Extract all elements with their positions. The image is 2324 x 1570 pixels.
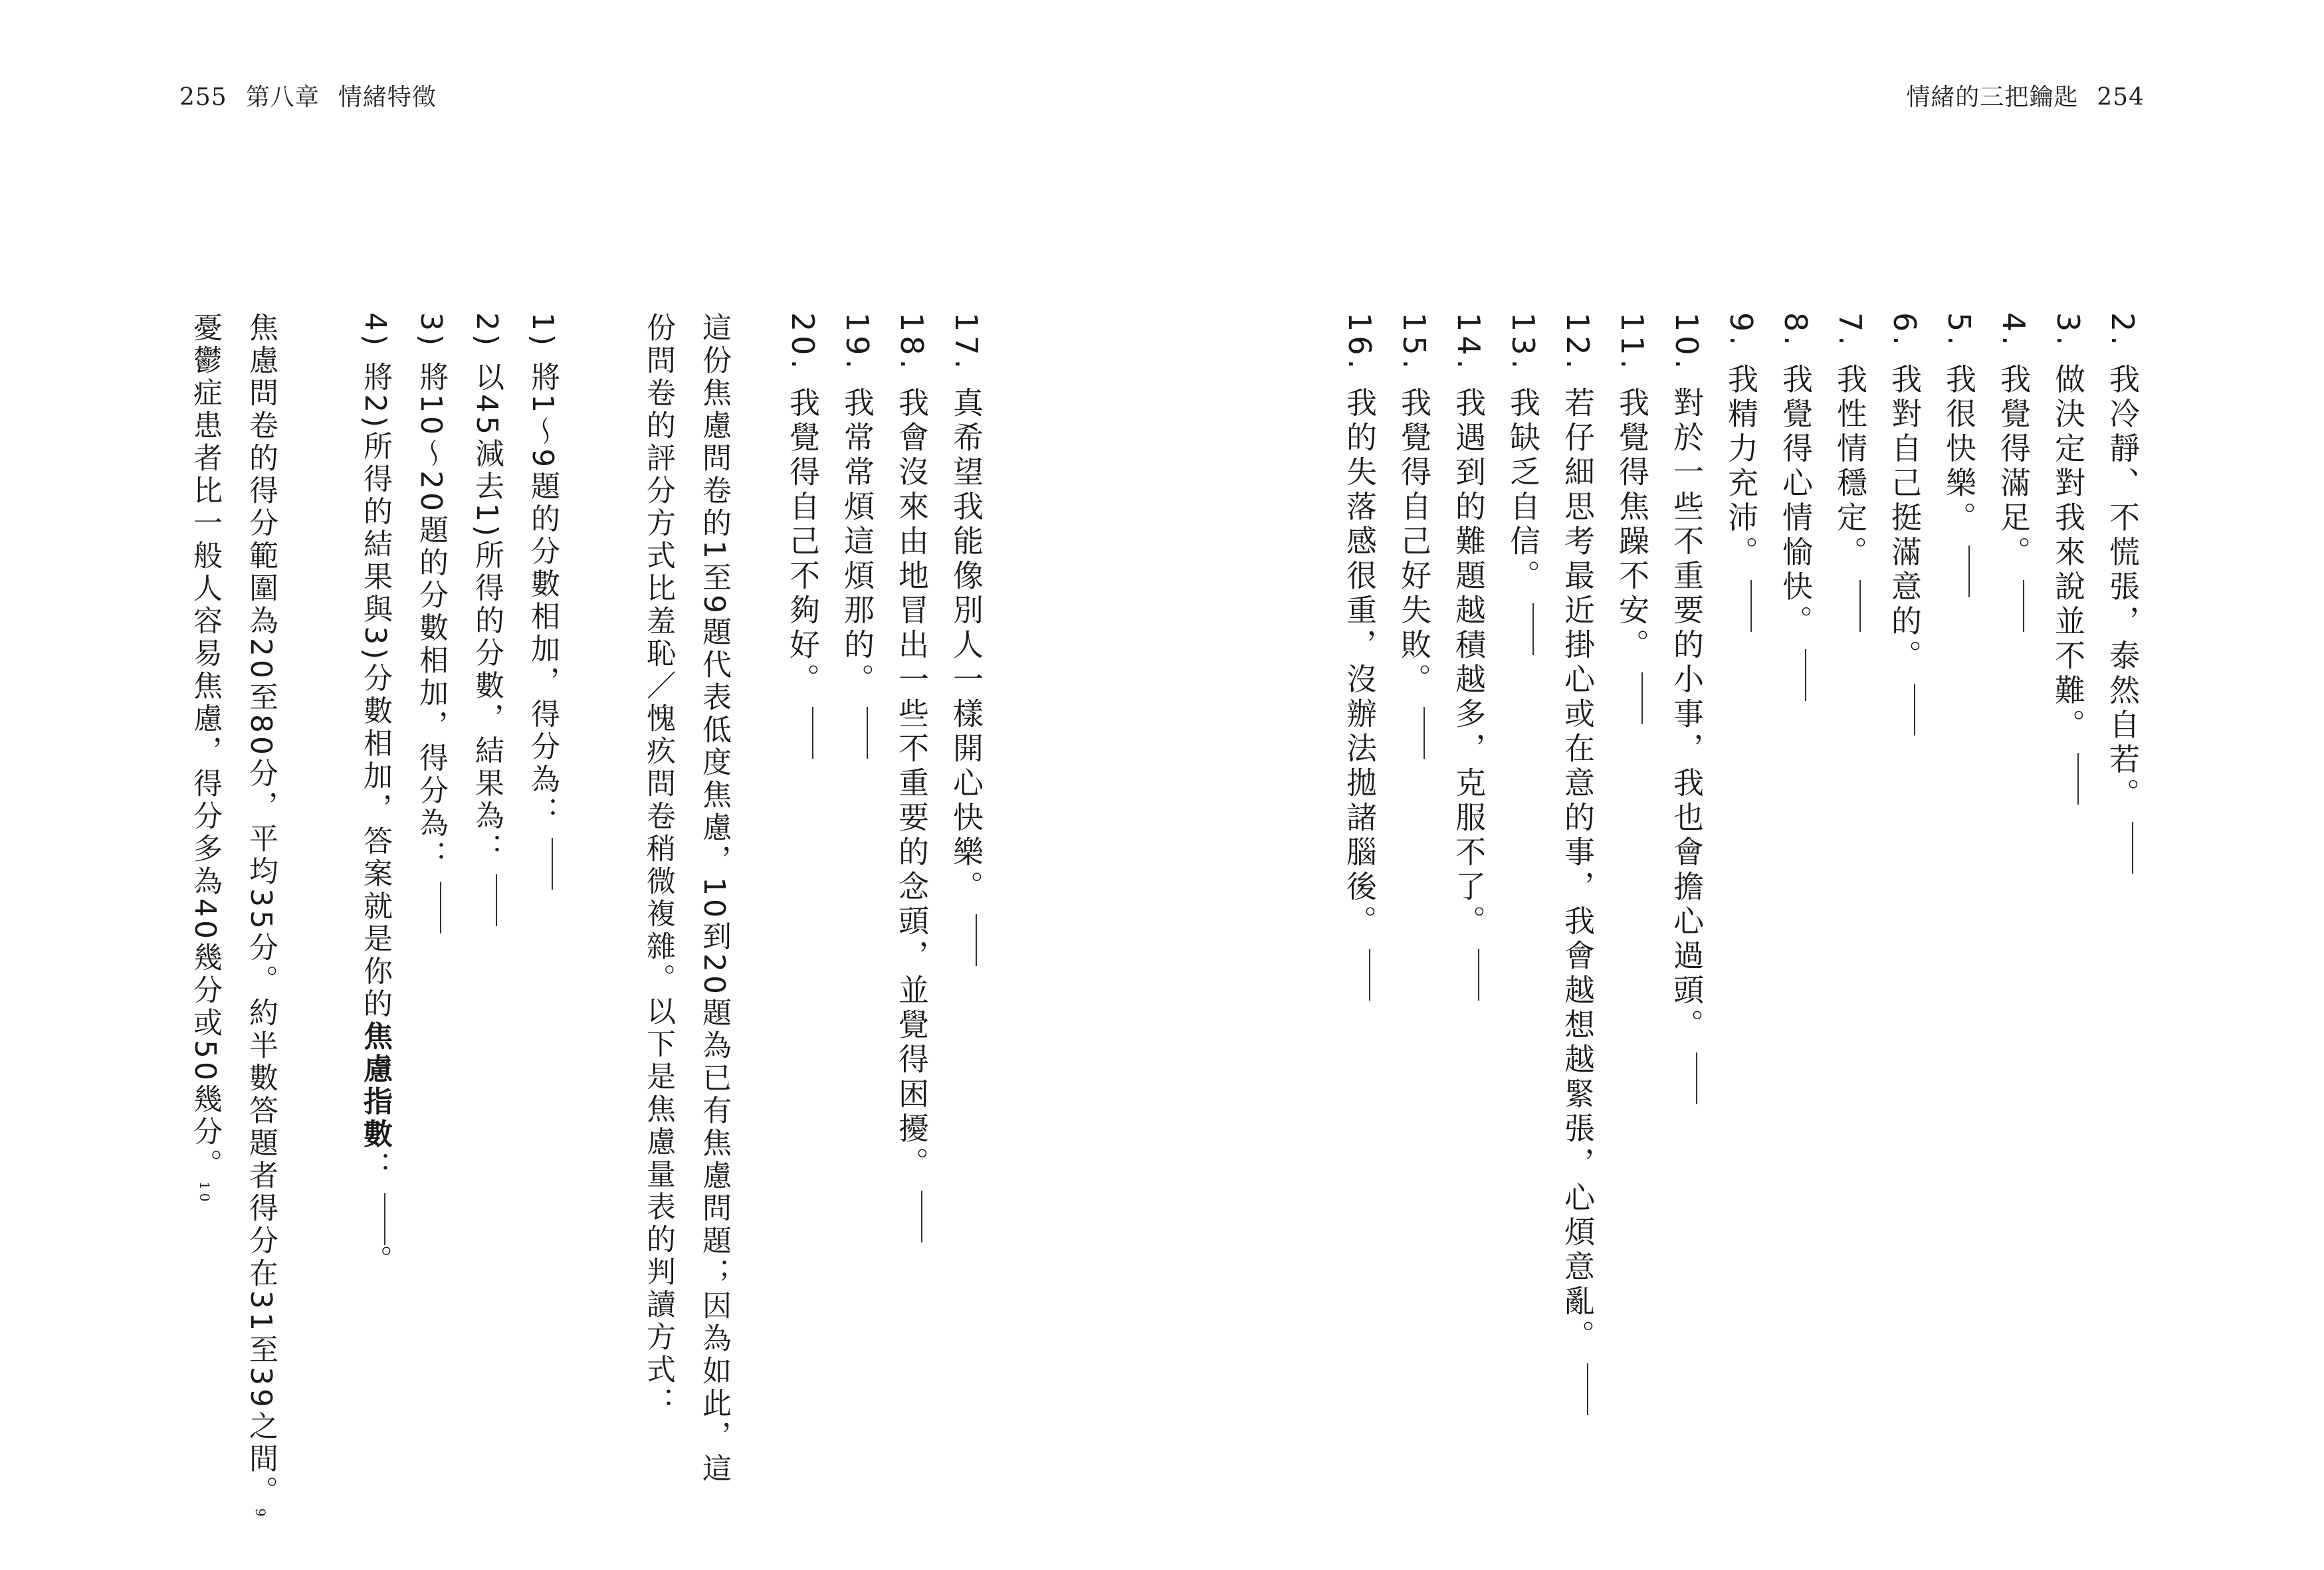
question-text: 我很快樂。 — [1941, 363, 1977, 536]
step-number: 3) — [414, 312, 448, 349]
question-item — [775, 312, 831, 759]
question-item — [1332, 312, 1388, 1001]
question-item — [2095, 312, 2151, 874]
question-text: 對於一些不重要的小事，我也會擔心過頭。 — [1669, 386, 1705, 1043]
scoring-intro-line-1: 這份焦慮問卷的1至9題代表低度焦慮，10到20題為已有焦慮問題；因為如此，這 — [697, 312, 731, 1486]
question-text: 我精力充沛。 — [1723, 363, 1759, 571]
running-header-left — [179, 78, 455, 112]
chapter-label: 第八章 — [245, 84, 320, 111]
running-header-right — [1887, 78, 2145, 112]
answer-blank — [2129, 822, 2133, 874]
question-item — [1713, 312, 1769, 632]
question-text: 我覺得焦躁不安。 — [1614, 386, 1650, 663]
question-number: 4. — [1996, 312, 2032, 349]
question-item — [1659, 312, 1715, 1104]
step-4 — [347, 312, 403, 1278]
question-item — [2040, 312, 2096, 805]
answer-blank — [548, 838, 553, 890]
question-item — [1877, 312, 1933, 736]
question-number: 10. — [1669, 312, 1705, 373]
question-item — [829, 312, 885, 759]
answer-blank — [1856, 580, 1861, 632]
answer-blank — [492, 874, 497, 926]
question-text: 我常常煩這煩那的。 — [839, 386, 875, 698]
answer-blank — [1802, 649, 1806, 701]
question-number: 14. — [1451, 312, 1487, 373]
period: 。 — [358, 1244, 392, 1278]
step-text: 將1～9題的分數相加，得分為： — [526, 361, 560, 829]
question-item — [1931, 312, 1987, 597]
book-title: 情緒的三把鑰匙 — [1906, 84, 2079, 111]
question-number: 16. — [1342, 312, 1378, 373]
answer-blank — [1420, 707, 1425, 759]
answer-blank — [1965, 545, 1970, 597]
question-text: 若仔細思考最近掛心或在意的事，我會越想越緊張，心煩意亂。 — [1560, 386, 1596, 1354]
conclusion-text: 焦慮問卷的得分範圍為20至80分，平均35分。約半數答題者得分在31至39之間。 — [244, 312, 278, 1508]
question-item — [1986, 312, 2042, 632]
question-number: 17. — [948, 312, 984, 373]
question-number: 3. — [2050, 312, 2086, 349]
question-item — [1768, 312, 1824, 701]
answer-blank — [1638, 672, 1643, 724]
question-text: 我覺得滿足。 — [1996, 363, 2032, 571]
question-number: 20. — [785, 312, 821, 373]
answer-blank — [1475, 949, 1479, 1001]
step-number: 1) — [526, 312, 560, 349]
question-number: 12. — [1560, 312, 1596, 373]
conclusion-line-1 — [233, 312, 288, 1520]
question-number: 6. — [1887, 312, 1923, 349]
page-number-right: 254 — [2097, 84, 2145, 111]
answer-blank — [1911, 684, 1915, 736]
page-number-left: 255 — [179, 84, 227, 111]
question-text: 我冷靜、不慌張，泰然自若。 — [2105, 363, 2141, 813]
question-text: 我性情穩定。 — [1832, 363, 1868, 571]
question-number: 8. — [1778, 312, 1814, 349]
anxiety-index-label: 焦慮指數 — [358, 1021, 392, 1151]
question-number: 11. — [1614, 312, 1650, 373]
chapter-title: 情緒特徵 — [338, 84, 437, 111]
question-text: 我覺得自己不夠好。 — [785, 386, 821, 698]
answer-blank — [972, 914, 977, 966]
question-item — [1441, 312, 1497, 1001]
answer-blank — [809, 707, 813, 759]
question-item — [1604, 312, 1660, 724]
answer-blank — [918, 1191, 922, 1242]
answer-blank — [1747, 580, 1752, 632]
step-number: 2) — [470, 312, 504, 349]
question-text: 我缺乏自信。 — [1505, 386, 1541, 594]
step-1 — [514, 312, 570, 890]
conclusion-text: 憂鬱症患者比一般人容易焦慮，得分多為40幾分或50幾分。 — [188, 312, 222, 1181]
answer-blank — [437, 882, 441, 933]
question-text: 我覺得自己好失敗。 — [1396, 386, 1432, 698]
question-item — [1822, 312, 1878, 632]
question-item — [1495, 312, 1551, 655]
question-number: 19. — [839, 312, 875, 373]
step-3 — [403, 312, 459, 933]
step-text: 以45減去1)所得的分數，結果為： — [470, 361, 504, 866]
footnote-ref: 9 — [253, 1508, 268, 1520]
answer-blank — [1529, 603, 1534, 655]
conclusion-line-2 — [177, 312, 233, 1205]
question-number: 9. — [1723, 312, 1759, 349]
step-2 — [459, 312, 514, 926]
question-number: 18. — [894, 312, 930, 373]
answer-blank — [1693, 1052, 1697, 1104]
question-text: 我遇到的難題越積越多，克服不了。 — [1451, 386, 1487, 939]
question-item — [1550, 312, 1606, 1415]
question-number: 2. — [2105, 312, 2141, 349]
question-text: 真希望我能像別人一樣開心快樂。 — [948, 386, 984, 905]
step-number: 4) — [358, 312, 392, 349]
footnote-ref: 10 — [197, 1181, 213, 1205]
question-item — [1386, 312, 1442, 759]
question-item — [884, 312, 940, 1242]
question-item — [938, 312, 994, 966]
colon: ： — [358, 1151, 392, 1184]
question-number: 7. — [1832, 312, 1868, 349]
question-number: 15. — [1396, 312, 1432, 373]
answer-blank — [381, 1193, 385, 1245]
question-text: 做決定對我來說並不難。 — [2050, 363, 2086, 743]
question-number: 5. — [1941, 312, 1977, 349]
question-text: 我對自己挺滿意的。 — [1887, 363, 1923, 674]
question-text: 我的失落感很重，沒辦法拋諸腦後。 — [1342, 386, 1378, 939]
step-text: 將10～20題的分數相加，得分為： — [414, 361, 448, 873]
answer-blank — [2020, 580, 2024, 632]
step-text: 將2)所得的結果與3)分數相加，答案就是你的 — [358, 361, 392, 1021]
answer-blank — [2074, 753, 2079, 805]
answer-blank — [1366, 949, 1370, 1001]
question-text: 我覺得心情愉快。 — [1778, 363, 1814, 640]
scoring-intro-line-2: 份問卷的評分方式比羞恥／愧疚問卷稍微複雜。以下是焦慮量表的判讀方式： — [641, 312, 675, 1419]
answer-blank — [1584, 1363, 1588, 1415]
question-text: 我會沒來由地冒出一些不重要的念頭，並覺得困擾。 — [894, 386, 930, 1181]
question-number: 13. — [1505, 312, 1541, 373]
answer-blank — [863, 707, 868, 759]
